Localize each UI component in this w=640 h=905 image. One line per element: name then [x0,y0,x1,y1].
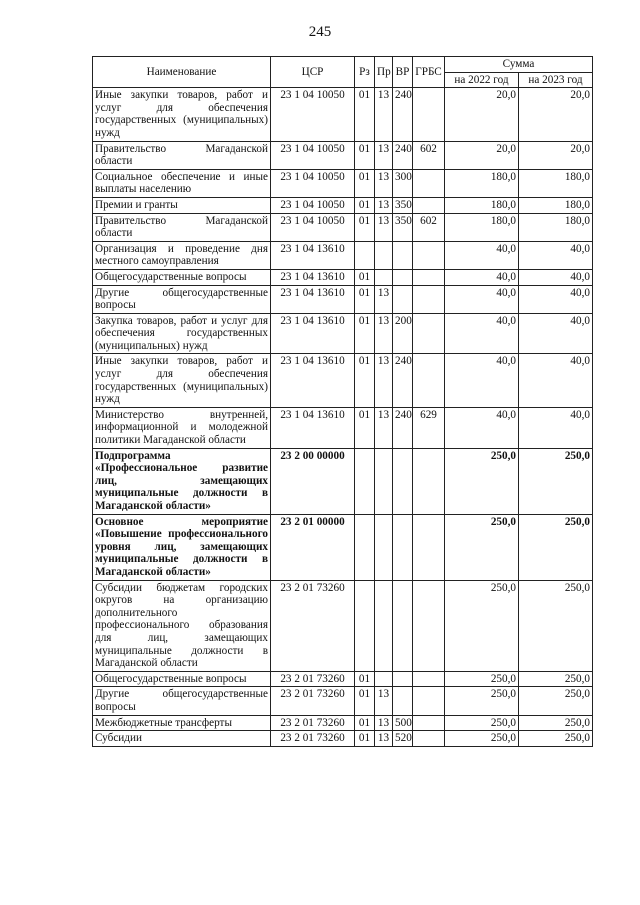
cell-pr [375,671,393,687]
cell-y2023: 180,0 [519,197,593,213]
cell-grbs [413,313,445,354]
cell-grbs [413,671,445,687]
cell-pr: 13 [375,197,393,213]
cell-vr: 500 [393,715,413,731]
cell-name: Другие общегосударственные вопросы [93,687,271,715]
cell-y2023: 20,0 [519,88,593,141]
cell-name: Другие общегосударственные вопросы [93,285,271,313]
cell-rz [355,448,375,514]
cell-pr [375,448,393,514]
cell-name: Закупка товаров, работ и услуг для обеспечения государственных (муниципальных) нужд [93,313,271,354]
table-body [93,88,593,747]
cell-vr: 240 [393,88,413,141]
table-row [93,687,593,715]
cell-pr: 13 [375,213,393,241]
cell-y2022: 40,0 [445,313,519,354]
cell-y2022: 250,0 [445,580,519,671]
cell-vr [393,580,413,671]
table-row [93,514,593,580]
cell-csr: 23 1 04 13610 [271,285,355,313]
cell-name: Общегосударственные вопросы [93,269,271,285]
cell-csr: 23 2 01 73260 [271,580,355,671]
cell-grbs: 629 [413,407,445,448]
cell-csr: 23 1 04 13610 [271,269,355,285]
cell-vr [393,671,413,687]
cell-y2022: 180,0 [445,169,519,197]
cell-rz: 01 [355,671,375,687]
cell-vr: 240 [393,141,413,169]
cell-name: Основное мероприятие «Повышение профессионального уровня лиц, замещающих муниципальные должности в Магаданской области» [93,514,271,580]
table-row [93,731,593,747]
table-row [93,197,593,213]
cell-csr: 23 1 04 10050 [271,213,355,241]
cell-pr: 13 [375,687,393,715]
header-year-2023: на 2023 год [519,72,593,88]
cell-y2023: 20,0 [519,141,593,169]
cell-pr: 13 [375,141,393,169]
cell-rz: 01 [355,141,375,169]
cell-name: Межбюджетные трансферты [93,715,271,731]
cell-vr: 240 [393,354,413,407]
cell-name: Субсидии [93,731,271,747]
cell-y2023: 40,0 [519,407,593,448]
cell-name: Правительство Магаданской области [93,213,271,241]
cell-csr: 23 2 00 00000 [271,448,355,514]
cell-y2022: 40,0 [445,241,519,269]
cell-rz: 01 [355,715,375,731]
cell-grbs [413,715,445,731]
cell-vr: 350 [393,197,413,213]
cell-y2023: 250,0 [519,514,593,580]
header-csr: ЦСР [271,57,355,88]
cell-y2022: 250,0 [445,715,519,731]
cell-csr: 23 1 04 13610 [271,241,355,269]
cell-y2022: 40,0 [445,285,519,313]
cell-name: Премии и гранты [93,197,271,213]
cell-name: Организация и проведение дня местного самоуправления [93,241,271,269]
table-row [93,313,593,354]
cell-rz: 01 [355,213,375,241]
cell-y2022: 20,0 [445,141,519,169]
table-row [93,671,593,687]
cell-pr: 13 [375,715,393,731]
cell-grbs [413,514,445,580]
cell-rz: 01 [355,731,375,747]
cell-pr: 13 [375,169,393,197]
cell-y2023: 250,0 [519,731,593,747]
cell-csr: 23 1 04 13610 [271,407,355,448]
cell-rz: 01 [355,313,375,354]
cell-vr [393,687,413,715]
cell-grbs [413,285,445,313]
cell-csr: 23 2 01 73260 [271,671,355,687]
cell-vr [393,241,413,269]
cell-name: Министерство внутренней, информационной и молодежной политики Магаданской области [93,407,271,448]
cell-name: Подпрограмма «Профессиональное развитие лиц, замещающих муниципальные должности в Магаданской области» [93,448,271,514]
budget-table [92,56,593,747]
cell-pr: 13 [375,354,393,407]
cell-name: Правительство Магаданской области [93,141,271,169]
cell-y2022: 40,0 [445,354,519,407]
cell-y2023: 250,0 [519,715,593,731]
cell-rz [355,580,375,671]
cell-y2023: 250,0 [519,687,593,715]
header-name: Наименование [93,57,271,88]
cell-y2023: 180,0 [519,213,593,241]
cell-grbs [413,197,445,213]
cell-y2022: 40,0 [445,269,519,285]
cell-grbs: 602 [413,141,445,169]
cell-pr: 13 [375,285,393,313]
header-rz: Рз [355,57,375,88]
table-row [93,715,593,731]
cell-y2022: 250,0 [445,448,519,514]
cell-grbs [413,88,445,141]
cell-rz: 01 [355,88,375,141]
table-row [93,241,593,269]
cell-grbs [413,354,445,407]
cell-csr: 23 2 01 73260 [271,687,355,715]
cell-rz: 01 [355,169,375,197]
cell-grbs: 602 [413,213,445,241]
cell-rz: 01 [355,269,375,285]
cell-y2023: 250,0 [519,671,593,687]
cell-grbs [413,580,445,671]
cell-vr [393,269,413,285]
cell-pr: 13 [375,731,393,747]
cell-vr [393,285,413,313]
table-row [93,354,593,407]
cell-csr: 23 1 04 10050 [271,141,355,169]
cell-csr: 23 2 01 73260 [271,731,355,747]
cell-y2023: 250,0 [519,448,593,514]
cell-y2023: 180,0 [519,169,593,197]
cell-y2022: 180,0 [445,213,519,241]
table-row [93,407,593,448]
cell-y2022: 250,0 [445,514,519,580]
table-row [93,580,593,671]
cell-rz: 01 [355,354,375,407]
cell-y2022: 250,0 [445,731,519,747]
cell-rz: 01 [355,687,375,715]
cell-vr: 240 [393,407,413,448]
header-sum: Сумма [445,57,593,73]
cell-y2022: 250,0 [445,671,519,687]
cell-rz [355,241,375,269]
cell-grbs [413,448,445,514]
cell-pr [375,514,393,580]
cell-grbs [413,731,445,747]
cell-vr: 520 [393,731,413,747]
cell-name: Иные закупки товаров, работ и услуг для обеспечения государственных (муниципальных) нужд [93,88,271,141]
cell-csr: 23 1 04 10050 [271,88,355,141]
cell-name: Иные закупки товаров, работ и услуг для обеспечения государственных (муниципальных) нужд [93,354,271,407]
header-vr: ВР [393,57,413,88]
cell-y2023: 40,0 [519,285,593,313]
cell-csr: 23 1 04 13610 [271,313,355,354]
table-row [93,88,593,141]
cell-csr: 23 2 01 73260 [271,715,355,731]
cell-y2022: 40,0 [445,407,519,448]
cell-pr: 13 [375,407,393,448]
cell-rz: 01 [355,285,375,313]
cell-name: Общегосударственные вопросы [93,671,271,687]
table-row [93,141,593,169]
cell-y2022: 250,0 [445,687,519,715]
cell-pr [375,580,393,671]
page-number: 245 [308,24,332,40]
table-row [93,285,593,313]
table-row [93,213,593,241]
cell-pr: 13 [375,313,393,354]
cell-y2023: 40,0 [519,269,593,285]
header-year-2022: на 2022 год [445,72,519,88]
table-row [93,448,593,514]
cell-grbs [413,169,445,197]
cell-csr: 23 1 04 10050 [271,197,355,213]
cell-vr [393,514,413,580]
cell-grbs [413,687,445,715]
cell-name: Субсидии бюджетам городских округов на организацию дополнительного профессионального образования для лиц, замещающих муниципальные должности в Магаданской области [93,580,271,671]
cell-vr: 300 [393,169,413,197]
cell-vr: 200 [393,313,413,354]
cell-y2022: 20,0 [445,88,519,141]
cell-csr: 23 1 04 10050 [271,169,355,197]
table-row [93,269,593,285]
header-pr: Пр [375,57,393,88]
cell-y2022: 180,0 [445,197,519,213]
cell-rz [355,514,375,580]
cell-csr: 23 1 04 13610 [271,354,355,407]
cell-grbs [413,269,445,285]
header-grbs: ГРБС [413,57,445,88]
cell-rz: 01 [355,407,375,448]
cell-pr [375,241,393,269]
cell-vr: 350 [393,213,413,241]
cell-pr [375,269,393,285]
cell-name: Социальное обеспечение и иные выплаты населению [93,169,271,197]
cell-pr: 13 [375,88,393,141]
cell-grbs [413,241,445,269]
cell-y2023: 40,0 [519,354,593,407]
cell-csr: 23 2 01 00000 [271,514,355,580]
table-row [93,169,593,197]
cell-y2023: 250,0 [519,580,593,671]
cell-y2023: 40,0 [519,241,593,269]
cell-vr [393,448,413,514]
cell-rz: 01 [355,197,375,213]
cell-y2023: 40,0 [519,313,593,354]
